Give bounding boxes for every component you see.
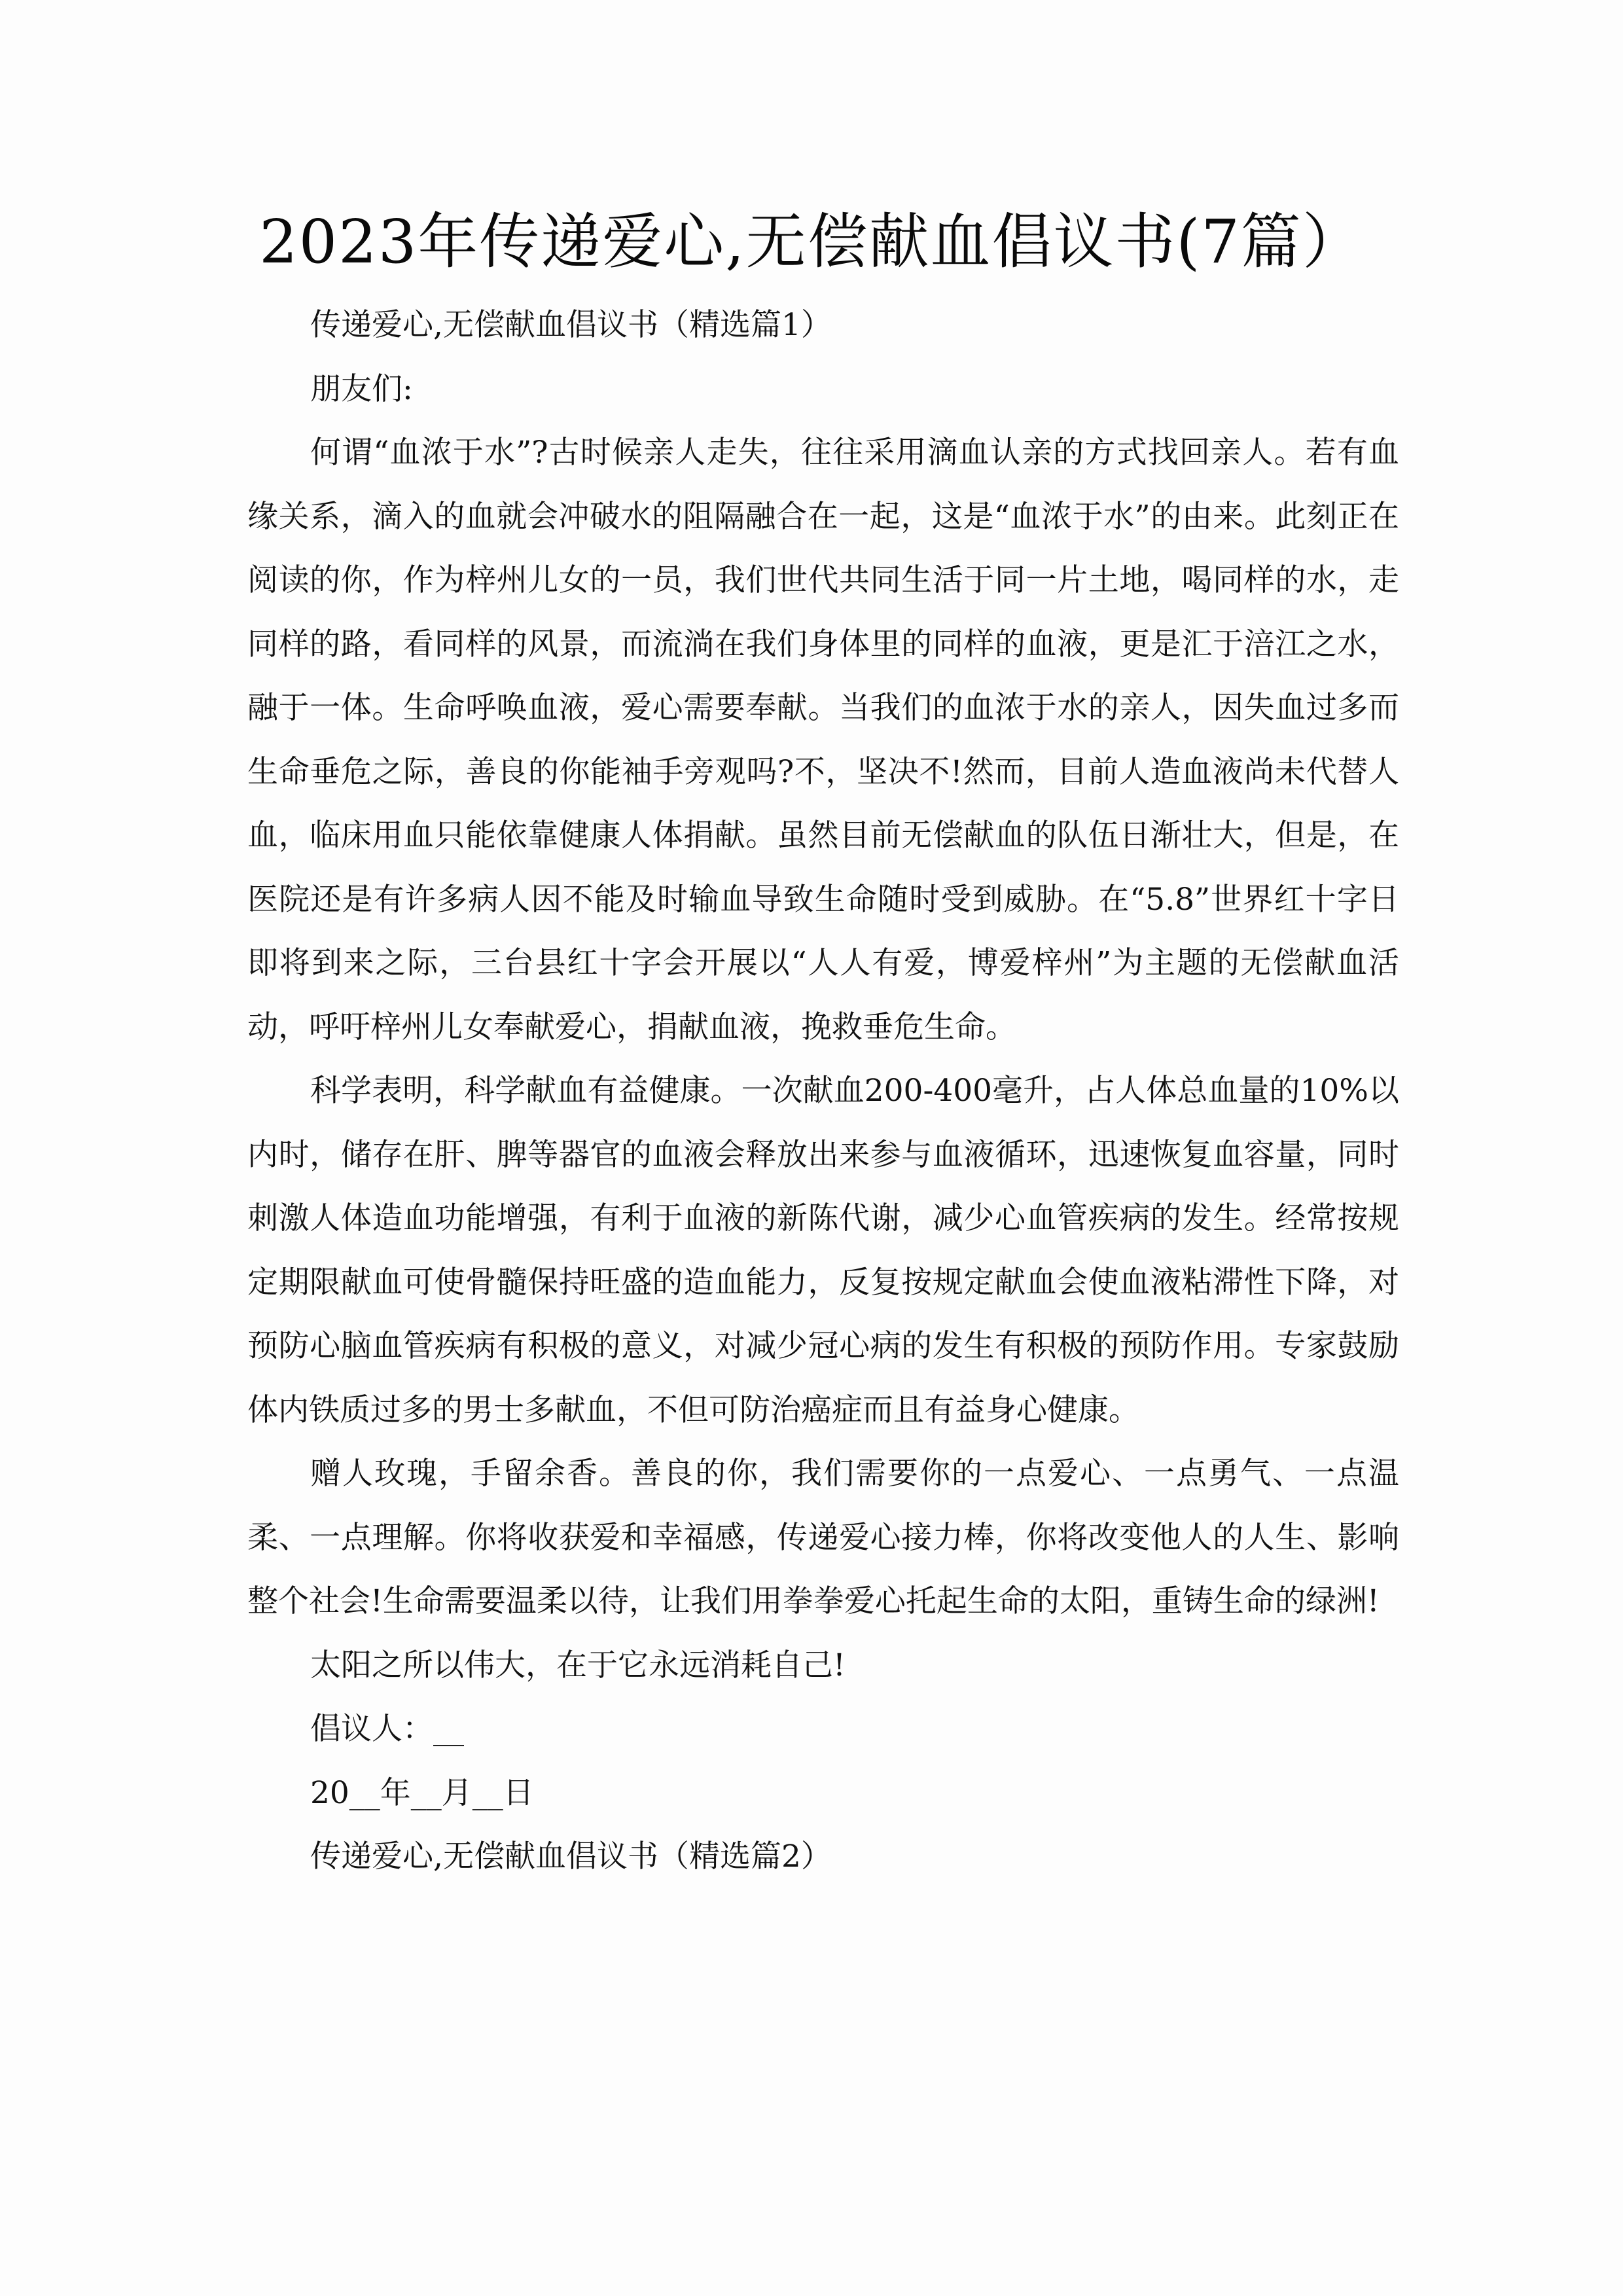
document-body [247,293,1399,1889]
document-title: 2023年传递爱心,无偿献血倡议书(7篇） [259,207,1364,277]
section-heading-2: 传递爱心,无偿献血倡议书（精选篇2） [310,1839,832,1874]
paragraph-2: 科学表明，科学献血有益健康。一次献血200-400毫升，占人体总血量的10%以内时，储存在肝、脾等器官的血液会释放出来参与血液循环，迅速恢复血容量，同时刺激人体造血功能增强，有利于血液的新陈代谢，减少心血管疾病的发生。经常按规定期限献血可使骨髓保持旺盛的造血能力，反复按规定献血会使血液粘滞性下降，对预防心脑血管疾病有积极的意义，对减少冠心病的发生有积极的预防作用。专家鼓励体内铁质过多的男士多献血，不但可防治癌症而且有益身心健康。 [247,1073,1399,1428]
date-line: 20__年__月__日 [310,1774,534,1811]
paragraph-1: 何谓“血浓于水”?古时候亲人走失，往往采用滴血认亲的方式找回亲人。若有血缘关系，滴入的血就会冲破水的阻隔融合在一起，这是“血浓于水”的由来。此刻正在阅读的你，作为梓州儿女的一员，我们世代共同生活于同一片土地，喝同样的水，走同样的路，看同样的风景，而流淌在我们身体里的同样的血液，更是汇于涪江之水，融于一体。生命呼唤血液，爱心需要奉献。当我们的血浓于水的亲人，因失血过多而生命垂危之际，善良的你能袖手旁观吗?不，坚决不!然而，目前人造血液尚未代替人血，临床用血只能依靠健康人体捐献。虽然目前无偿献血的队伍日渐壮大，但是，在医院还是有许多病人因不能及时输血导致生命随时受到威胁。在“5.8”世界红十字日即将到来之际，三台县红十字会开展以“人人有爱，博爱梓州”为主题的无偿献血活动，呼吁梓州儿女奉献爱心，捐献血液，挽救垂危生命。 [247,435,1399,1045]
paragraph-4: 太阳之所以伟大，在于它永远消耗自己! [310,1647,846,1683]
greeting: 朋友们: [310,370,413,407]
signature-line: 倡议人：__ [310,1711,464,1747]
section-heading-1: 传递爱心,无偿献血倡议书（精选篇1） [310,307,832,343]
paragraph-3: 赠人玫瑰，手留余香。善良的你，我们需要你的一点爱心、一点勇气、一点温柔、一点理解。你将收获爱和幸福感，传递爱心接力棒，你将改变他人的人生、影响整个社会!生命需要温柔以待，让我们用拳拳爱心托起生命的太阳，重铸生命的绿洲! [247,1456,1399,1619]
